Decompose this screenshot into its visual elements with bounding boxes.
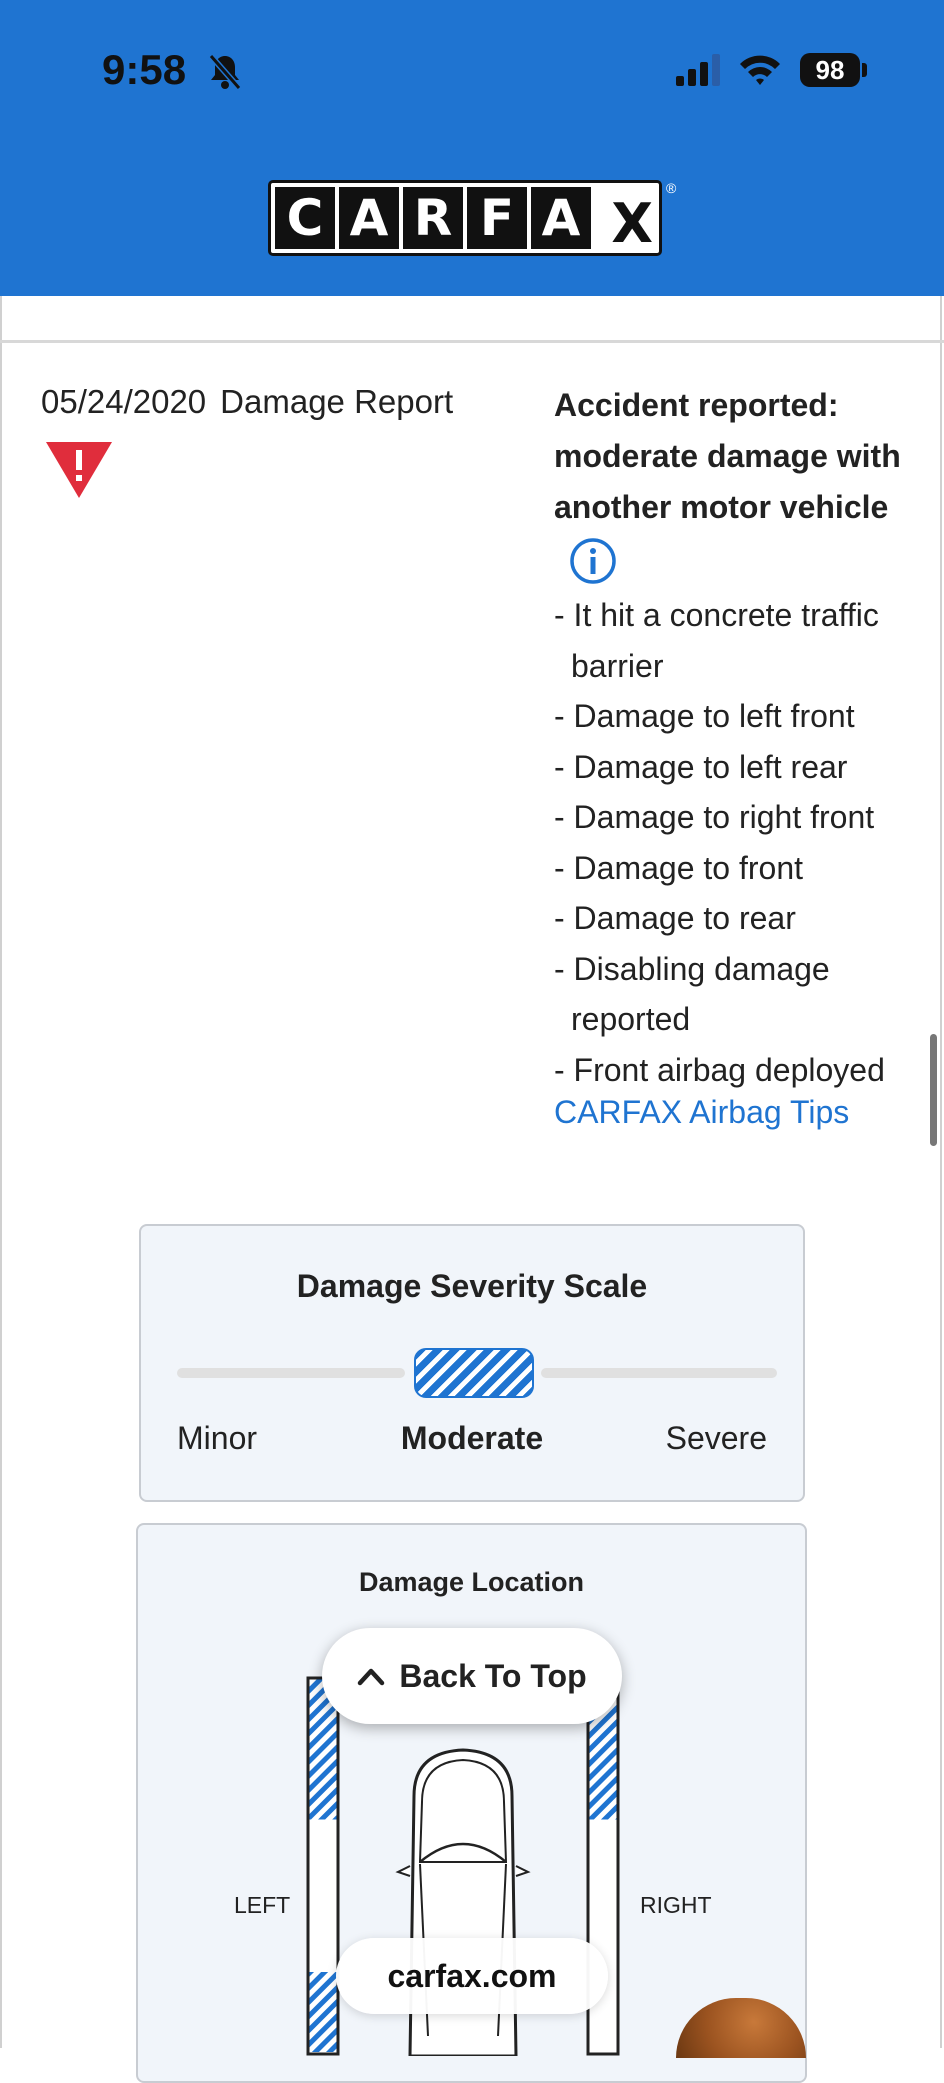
list-item: - Damage to rear [554, 900, 796, 936]
damage-detail-list [554, 590, 934, 1095]
wifi-icon [738, 50, 782, 88]
scale-label-moderate: Moderate [400, 1420, 544, 1456]
signal-icon [676, 54, 720, 86]
list-item: - Damage to right front [554, 799, 875, 835]
carfax-logo[interactable] [268, 180, 662, 256]
severity-scale-card [139, 1224, 805, 1502]
back-to-top-button[interactable] [322, 1628, 622, 1724]
list-item: - It hit a concrete traffic barrier [554, 597, 879, 684]
section-divider [0, 340, 944, 343]
bell-slash-icon [205, 52, 245, 92]
record-date: 05/24/2020 [41, 383, 207, 420]
logo-letter: X [611, 192, 653, 255]
scale-label-severe: Severe [665, 1420, 767, 1456]
record-header [41, 383, 453, 421]
list-item: - Damage to left front [554, 698, 855, 734]
severity-title: Damage Severity Scale [296, 1268, 648, 1304]
list-item: - Disabling damage reported [554, 950, 830, 1037]
battery-indicator: 98 [800, 53, 860, 87]
logo-letter: A [339, 187, 399, 249]
list-item: - Front airbag deployed [554, 1051, 885, 1088]
logo-letter: A [531, 187, 591, 249]
right-side-label: RIGHT [640, 1892, 712, 1918]
registered-mark: ® [666, 180, 677, 196]
chevron-up-icon [357, 1666, 385, 1686]
back-to-top-label: Back To Top [399, 1657, 587, 1694]
list-item: - Damage to left rear [554, 748, 848, 785]
logo-letter: C [275, 187, 335, 249]
scale-label-minor: Minor [177, 1420, 258, 1456]
info-icon[interactable] [568, 536, 618, 586]
scale-track-severe [541, 1368, 777, 1378]
status-time: 9:58 [102, 46, 187, 93]
severity-indicator [414, 1348, 534, 1398]
list-item: - Damage to front [554, 849, 803, 886]
damage-zone-left-rear [310, 1972, 337, 2052]
logo-letter: R [403, 187, 463, 249]
battery-tip [862, 63, 867, 77]
url-text: carfax.com [387, 1957, 557, 1994]
browser-url-bar[interactable] [336, 1938, 608, 2014]
scrollbar[interactable] [930, 1034, 937, 1146]
record-type: Damage Report [220, 383, 454, 420]
damage-alert-icon [44, 440, 114, 500]
left-side-label: LEFT [234, 1892, 291, 1918]
accident-title: Accident reported: moderate damage with another motor vehicle [554, 387, 901, 525]
location-title: Damage Location [358, 1567, 585, 1597]
logo-letter-x [595, 187, 655, 255]
airbag-tips-link[interactable]: CARFAX Airbag Tips [554, 1094, 850, 1130]
logo-letter: F [467, 187, 527, 249]
scale-track-minor [177, 1368, 405, 1378]
